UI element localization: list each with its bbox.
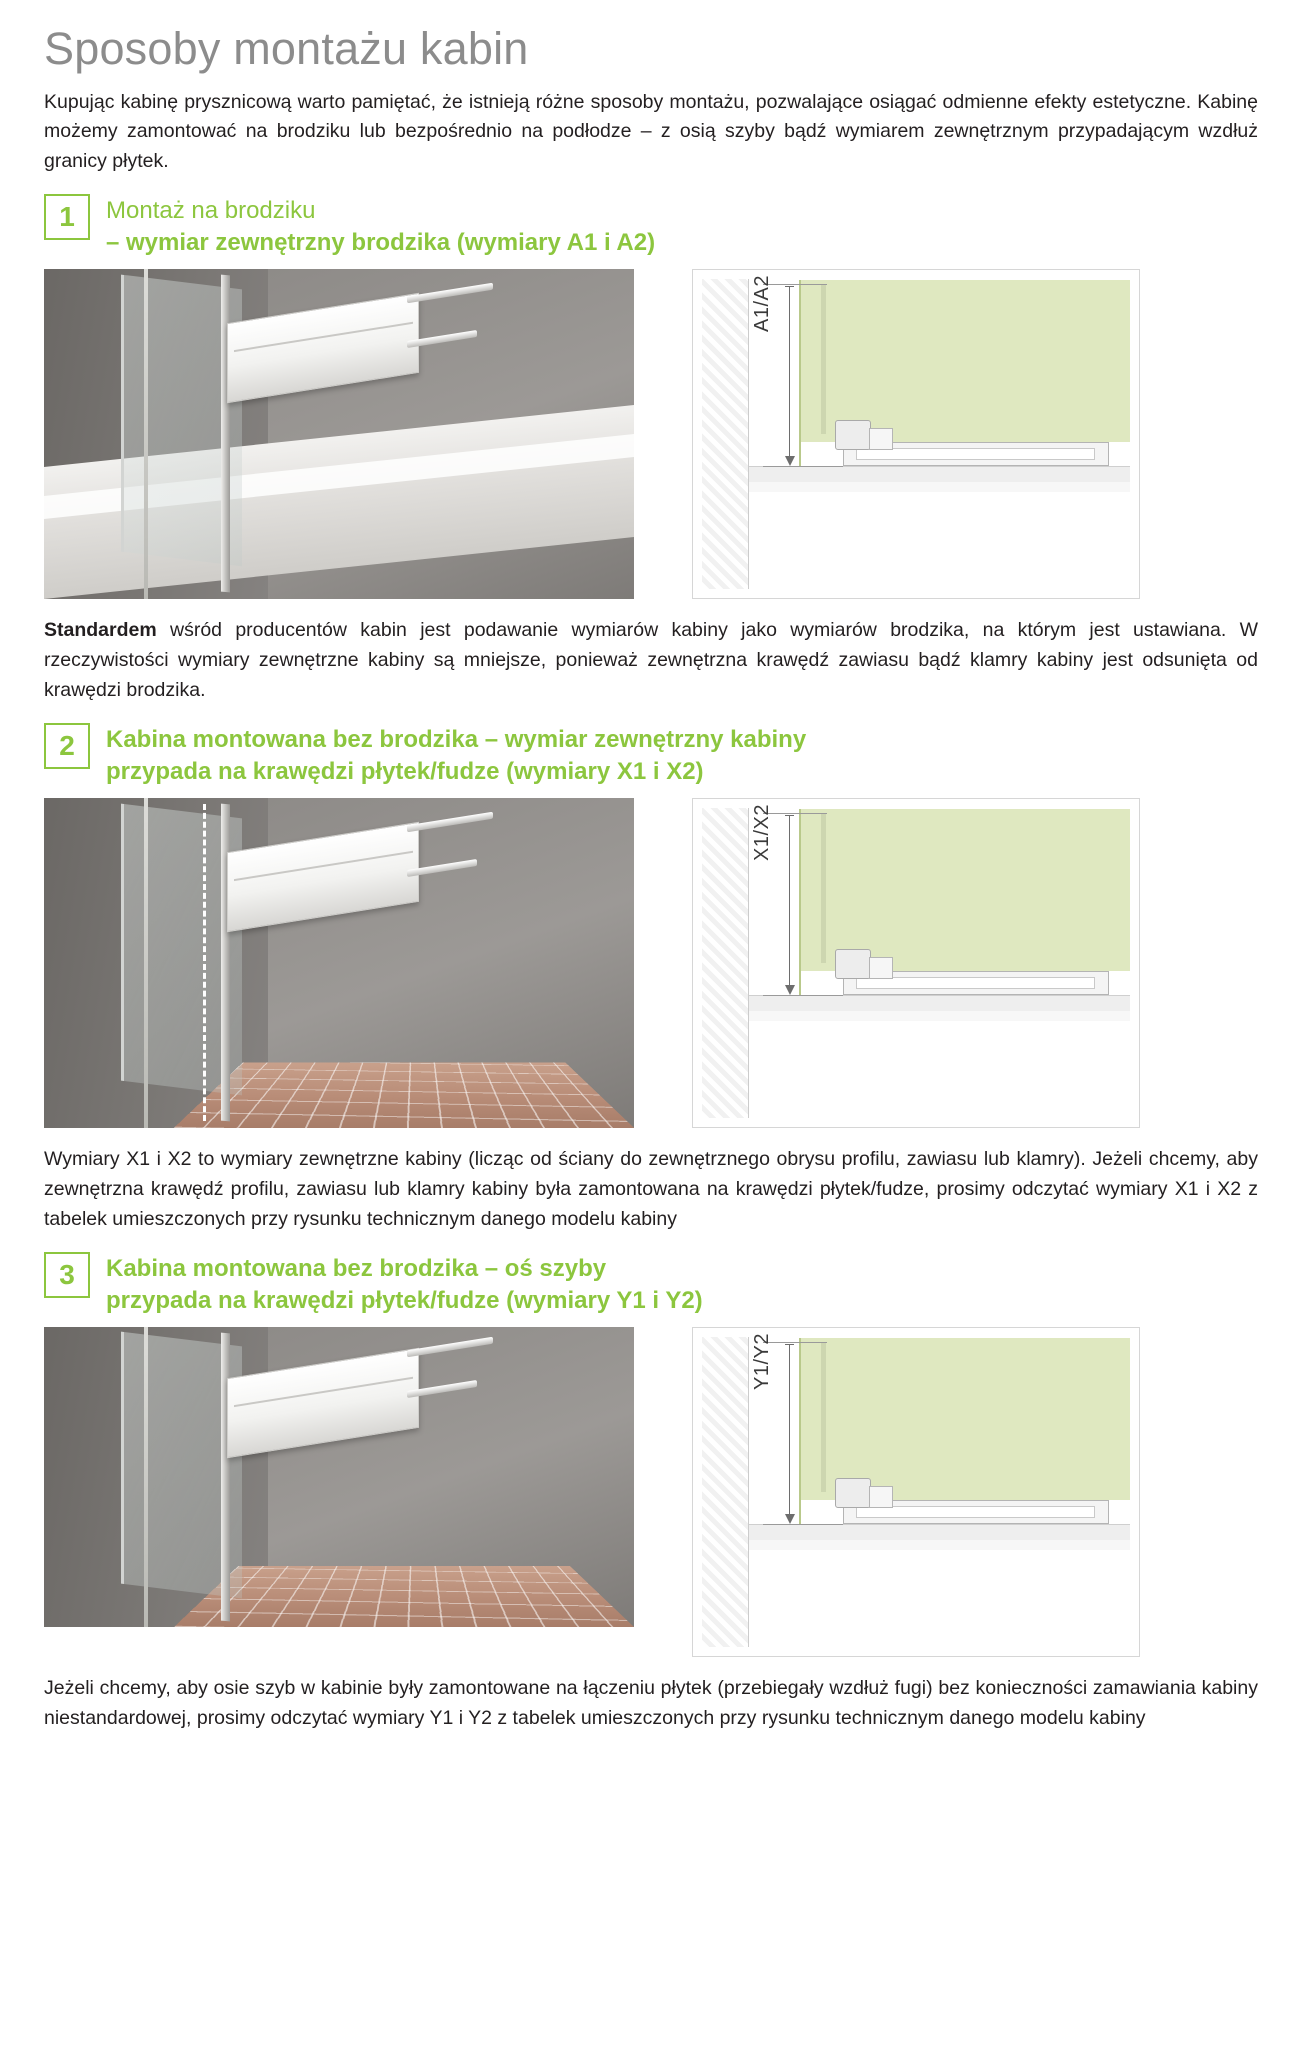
section-1-title: [106, 194, 655, 258]
page-title: Sposoby montażu kabin: [44, 23, 529, 74]
photo2-alignment-dashed-line: [203, 804, 206, 1121]
section-1-figures: [44, 269, 1258, 599]
photo-glass-panel: [144, 269, 148, 599]
photo2-glass-panel: [144, 798, 148, 1128]
section-1-photo: [44, 269, 634, 599]
drawing3-glass-line: [799, 1338, 801, 1526]
drawing2-glass-line: [799, 809, 801, 997]
section-3-figures: [44, 1327, 1258, 1657]
section-3-text: Jeżeli chcemy, aby osie szyb w kabinie były zamontowane na łączeniu płytek (przebiegały wzdłuż fugi) bez konieczności zamawiania kabiny niestandardowej, prosimy odczytać wymiary Y1 i Y2 z tabelek umieszczonych przy rysunku technicznym danego modelu kabiny: [44, 1676, 1258, 1729]
section-2-title-line2: przypada na krawędzi płytek/fudze (wymiary X1 i X2): [106, 758, 704, 786]
section-1-text-rest: wśród producentów kabin jest podawanie wymiarów kabiny jako wymiarów brodzika, na którym jest ustawiana. W rzeczywistości wymiary zewnętrzne kabiny są mniejsze, ponieważ zewnętrzna krawędź zawiasu bądź klamry kabiny jest odsunięta od krawędzi brodzika.: [44, 618, 1258, 702]
drawing-dimension-extension-bottom: [763, 466, 843, 467]
section-2-number: 2: [44, 723, 90, 769]
section-2-photo: [44, 798, 634, 1128]
section-1-text: [44, 615, 1258, 706]
drawing-glass-area: [799, 280, 1130, 442]
section-3-title-line1: Kabina montowana bez brodzika – oś szyby: [106, 1255, 607, 1283]
drawing-glass-line: [799, 280, 801, 468]
section-1-text-bold: Standardem: [44, 618, 157, 641]
drawing2-dimension-arrow-icon: [785, 985, 795, 995]
section-2-technical-drawing: [692, 798, 1140, 1128]
drawing2-dimension-extension-bottom: [763, 995, 843, 996]
drawing3-hinge-block: [835, 1478, 871, 1508]
section-3-technical-drawing: [692, 1327, 1140, 1657]
section-2-text: Wymiary X1 i X2 to wymiary zewnętrzne kabiny (licząc od ściany do zewnętrznego obrysu profilu, zawiasu lub klamry). Jeżeli chcemy, aby zewnętrzna krawędź profilu, zawiasu lub klamry kabiny była zamontowana na krawędzi płytek/fudze, prosimy odczytać wymiary X1 i X2 z tabelek umieszczonych przy rysunku technicznym danego modelu kabiny: [44, 1147, 1258, 1231]
drawing2-hinge-block: [835, 949, 871, 979]
section-2-title: [106, 723, 806, 787]
section-1-title-line2: – wymiar zewnętrzny brodzika (wymiary A1 i A2): [106, 229, 656, 257]
drawing2-dimension-line: [789, 815, 790, 993]
drawing-hinge-block: [835, 420, 871, 450]
section-3-title: [106, 1252, 703, 1316]
drawing-dimension-arrow-icon: [785, 456, 795, 466]
section-1-dimension-label: A1/A2: [751, 274, 773, 332]
section-2-figures: [44, 798, 1258, 1128]
section-2-title-line1: Kabina montowana bez brodzika – wymiar zewnętrzny kabiny: [106, 726, 807, 754]
drawing2-wall: [702, 808, 749, 1118]
photo3-floor-tiles: [174, 1566, 634, 1627]
photo3-wall-profile: [221, 1332, 230, 1621]
drawing3-glass-edge: [821, 1342, 826, 1492]
section-1-header: [44, 194, 1258, 258]
drawing3-hinge-block-secondary: [869, 1486, 893, 1508]
drawing3-floor-base: [749, 1540, 1130, 1550]
drawing-floor-base: [749, 482, 1130, 492]
drawing3-dimension-extension-bottom: [763, 1524, 843, 1525]
section-3-header: [44, 1252, 1258, 1316]
drawing2-hinge-block-secondary: [869, 957, 893, 979]
drawing-dimension-line: [789, 286, 790, 464]
section-3-dimension-label: Y1/Y2: [751, 1332, 773, 1390]
section-2-dimension-label: X1/X2: [751, 803, 773, 861]
drawing2-glass-area: [799, 809, 1130, 971]
drawing3-dimension-line: [789, 1344, 790, 1522]
drawing-hinge-block-secondary: [869, 428, 893, 450]
drawing2-floor-base: [749, 1011, 1130, 1021]
drawing-wall: [702, 279, 749, 589]
section-1-title-line1: Montaż na brodziku: [106, 197, 316, 225]
drawing3-dimension-arrow-icon: [785, 1514, 795, 1524]
section-3-photo: [44, 1327, 634, 1627]
section-1-technical-drawing: [692, 269, 1140, 599]
section-2-header: [44, 723, 1258, 787]
intro-paragraph: Kupując kabinę prysznicową warto pamiętać, że istnieją różne sposoby montażu, pozwalające osiągać odmienne efekty estetyczne. Kabinę możemy zamontować na brodziku lub bezpośrednio na podłodze – z osią szyby bądź wymiarem zewnętrznym przypadającym wzdłuż granicy płytek.: [44, 90, 1258, 172]
drawing2-glass-edge: [821, 813, 826, 963]
drawing3-wall: [702, 1337, 749, 1647]
drawing-glass-edge: [821, 284, 826, 434]
photo3-glass-panel: [144, 1327, 148, 1627]
drawing3-glass-area: [799, 1338, 1130, 1500]
section-3-title-line2: przypada na krawędzi płytek/fudze (wymiary Y1 i Y2): [106, 1287, 703, 1315]
section-1-number: 1: [44, 194, 90, 240]
section-3-number: 3: [44, 1252, 90, 1298]
